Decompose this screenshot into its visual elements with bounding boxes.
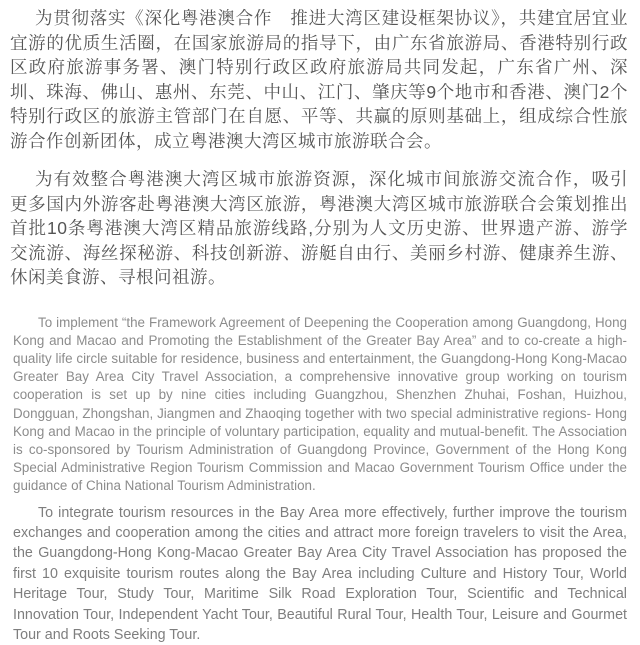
english-paragraph-association-founding: To implement “the Framework Agreement of Deepening the Cooperation among Guangdong, Hong Kong and Macao and Promoting the Establishment of the Greater Bay Area” and to co-create a high-quality life circle suitable for residence, business and entertainment, the Guangdong-Hong Kong-Macao Greater Bay Area City Travel Association, a comprehensive innovative group working on tourism cooperation is set up by nine cities including Guangzhou, Shenzhen Zhuhai, Foshan, Huizhou, Dongguan, Zhongshan, Jiangmen and Zhaoqing together with two special administrative regions- Hong Kong and Macao in the principle of voluntary participation, equality and mutual-benefit. The Association is co-sponsored by Tourism Administration of Guangdong Province, Government of the Hong Kong Special Administrative Region Tourism Commission and Macao Government Tourism Office under the guidance of China National Tourism Administration. <box>13 314 627 494</box>
english-paragraph-tourism-routes: To integrate tourism resources in the Bay Area more effectively, further improve the tourism exchanges and cooperation among the cities and attract more foreign travelers to visit the Area, the Guangdong-Hong Kong-Macao Greater Bay Area City Travel Association has proposed the first 10 exquisite tourism routes along the Bay Area including Culture and History Tour, World Heritage Tour, Study Tour, Maritime Silk Road Exploration Tour, Scientific and Technical Innovation Tour, Independent Yacht Tour, Beautiful Rural Tour, Health Tour, Leisure and Gourmet Tour and Roots Seeking Tour. <box>13 504 627 643</box>
chinese-paragraph-tourism-routes: 为有效整合粤港澳大湾区城市旅游资源，深化城市间旅游交流合作，吸引更多国内外游客赴粤港澳大湾区旅游，粤港澳大湾区城市旅游联合会策划推出首批10条粤港澳大湾区精品旅游线路,分别为人文历史游、世界遗产游、游学交流游、海丝探秘游、科技创新游、游艇自由行、美丽乡村游、健康养生游、休闲美食游、寻根问祖游。 <box>10 169 628 287</box>
chinese-paragraph-association-founding: 为贯彻落实《深化粤港澳合作 推进大湾区建设框架协议》，共建宜居宜业宜游的优质生活圈，在国家旅游局的指导下，由广东省旅游局、香港特别行政区政府旅游事务署、澳门特别行政区政府旅游局共同发起，广东省广州、深圳、珠海、佛山、惠州、东莞、中山、江门、肇庆等9个地市和香港、澳门2个特别行政区的旅游主管部门在自愿、平等、共赢的原则基础上，组成综合性旅游合作创新团体，成立粤港澳大湾区城市旅游联合会。 <box>10 8 628 151</box>
